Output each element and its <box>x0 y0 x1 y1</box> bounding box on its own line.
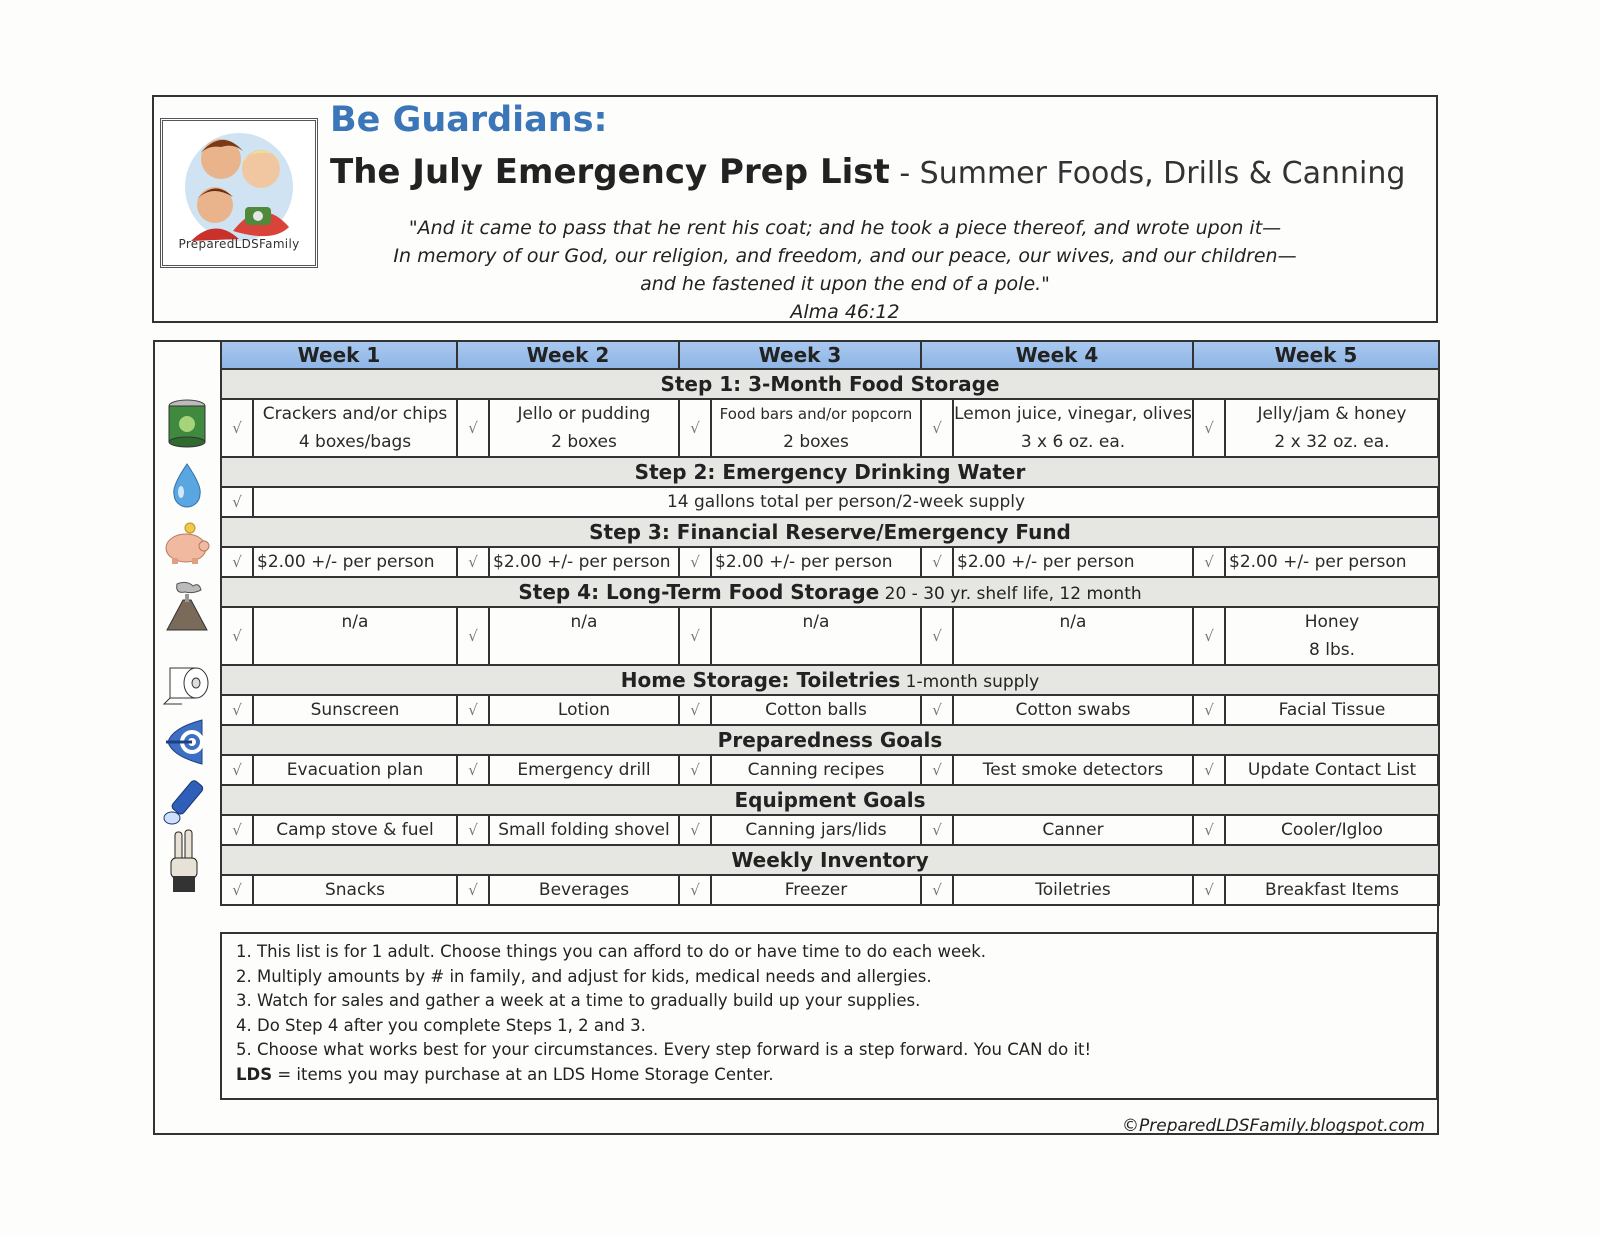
table-row <box>221 755 1439 785</box>
item-cell: Lotion <box>489 695 679 725</box>
quote-line: In memory of our God, our religion, and freedom, and our peace, our wives, and our children— <box>393 245 1297 267</box>
checkbox[interactable]: √ <box>457 875 489 905</box>
notes-box <box>220 932 1438 1100</box>
target-icon <box>162 716 212 768</box>
item-cell <box>253 399 457 457</box>
item-cell: Beverages <box>489 875 679 905</box>
section-header: Step 1: 3-Month Food Storage <box>221 369 1439 399</box>
volcano-icon <box>162 580 212 632</box>
item-cell: Cotton swabs <box>953 695 1193 725</box>
item-name: n/a <box>570 612 598 632</box>
table-row <box>221 607 1439 665</box>
item-name: Crackers and/or chips <box>262 404 448 424</box>
item-cell: Cooler/Igloo <box>1225 815 1439 845</box>
item-cell: Toiletries <box>953 875 1193 905</box>
prep-grid <box>220 340 1438 906</box>
item-cell: Canning jars/lids <box>711 815 921 845</box>
checkbox[interactable]: √ <box>679 695 711 725</box>
item-cell: Small folding shovel <box>489 815 679 845</box>
checkbox[interactable]: √ <box>457 399 489 457</box>
section-header: Weekly Inventory <box>221 845 1439 875</box>
checkbox[interactable]: √ <box>1193 815 1225 845</box>
week-header: Week 5 <box>1193 341 1439 369</box>
checkbox[interactable]: √ <box>679 547 711 577</box>
item-cell: $2.00 +/- per person <box>953 547 1193 577</box>
section-header: Equipment Goals <box>221 785 1439 815</box>
checkbox[interactable]: √ <box>921 875 953 905</box>
checkbox[interactable]: √ <box>921 607 953 665</box>
checkbox[interactable]: √ <box>457 695 489 725</box>
item-cell: Camp stove & fuel <box>253 815 457 845</box>
quote-line: "And it came to pass that he rent his coat; and he took a piece thereof, and wrote upon it— <box>408 217 1282 239</box>
checkbox[interactable]: √ <box>679 755 711 785</box>
section-header: Step 3: Financial Reserve/Emergency Fund <box>221 517 1439 547</box>
item-cell <box>1225 607 1439 665</box>
section-header: Preparedness Goals <box>221 725 1439 755</box>
checkbox[interactable]: √ <box>221 607 253 665</box>
checkbox[interactable]: √ <box>457 815 489 845</box>
item-cell: Cotton balls <box>711 695 921 725</box>
item-cell: Snacks <box>253 875 457 905</box>
checkbox[interactable]: √ <box>921 547 953 577</box>
item-name: Jello or pudding <box>517 404 651 424</box>
checkbox[interactable]: √ <box>457 607 489 665</box>
item-name: Lemon juice, vinegar, olives <box>954 404 1192 424</box>
checkbox[interactable]: √ <box>221 487 253 517</box>
item-cell: Evacuation plan <box>253 755 457 785</box>
lds-label: LDS <box>236 1064 273 1084</box>
item-qty: 4 boxes/bags <box>298 432 412 452</box>
item-cell <box>253 607 457 665</box>
section-header <box>221 577 1439 607</box>
checkbox[interactable]: √ <box>221 547 253 577</box>
note-line: 3. Watch for sales and gather a week at a time to gradually build up your supplies. <box>236 991 921 1010</box>
item-name: n/a <box>802 612 830 632</box>
water-drop-icon <box>162 462 212 508</box>
checkbox[interactable]: √ <box>679 607 711 665</box>
item-cell: Test smoke detectors <box>953 755 1193 785</box>
item-cell <box>953 607 1193 665</box>
checkbox[interactable]: √ <box>221 695 253 725</box>
checkbox[interactable]: √ <box>221 815 253 845</box>
item-cell: Canning recipes <box>711 755 921 785</box>
item-cell: Canner <box>953 815 1193 845</box>
item-cell <box>1225 399 1439 457</box>
checkbox[interactable]: √ <box>1193 547 1225 577</box>
item-cell: $2.00 +/- per person <box>711 547 921 577</box>
checkbox[interactable]: √ <box>679 875 711 905</box>
section-title: Step 4: Long-Term Food Storage <box>518 580 880 604</box>
list-title <box>330 152 1405 192</box>
checkbox[interactable]: √ <box>1193 875 1225 905</box>
checkbox[interactable]: √ <box>221 399 253 457</box>
checkbox[interactable]: √ <box>921 755 953 785</box>
section-note: 1-month supply <box>900 672 1040 692</box>
checkbox[interactable]: √ <box>921 815 953 845</box>
item-name: Honey <box>1304 612 1360 632</box>
logo-label: PreparedLDSFamily <box>178 237 300 251</box>
item-qty: 2 boxes <box>551 432 617 452</box>
item-qty: 8 lbs. <box>1309 640 1355 660</box>
note-line: 2. Multiply amounts by # in family, and adjust for kids, medical needs and allergies. <box>236 966 932 986</box>
scripture-quote <box>330 214 1360 326</box>
item-qty: 2 boxes <box>783 432 849 452</box>
item-cell: $2.00 +/- per person <box>1225 547 1439 577</box>
checkbox[interactable]: √ <box>1193 695 1225 725</box>
checkbox[interactable]: √ <box>679 815 711 845</box>
item-qty: 3 x 6 oz. ea. <box>1020 432 1126 452</box>
week-header: Week 2 <box>457 341 679 369</box>
item-cell <box>711 399 921 457</box>
item-name: Jelly/jam & honey <box>1257 404 1407 424</box>
item-cell <box>489 399 679 457</box>
item-cell <box>711 607 921 665</box>
copyright: ©PreparedLDSFamily.blogspot.com <box>1122 1116 1425 1136</box>
item-qty: 2 x 32 oz. ea. <box>1274 432 1390 452</box>
checkbox[interactable]: √ <box>921 695 953 725</box>
checkbox[interactable]: √ <box>1193 755 1225 785</box>
note-line: 5. Choose what works best for your circumstances. Every step forward is a step forward. You CAN do it! <box>236 1040 1092 1059</box>
item-cell <box>489 607 679 665</box>
checkbox[interactable]: √ <box>921 399 953 457</box>
table-row <box>221 487 1439 517</box>
item-cell: $2.00 +/- per person <box>489 547 679 577</box>
table-row <box>221 547 1439 577</box>
item-cell: Breakfast Items <box>1225 875 1439 905</box>
checkbox[interactable]: √ <box>457 755 489 785</box>
week-header: Week 4 <box>921 341 1193 369</box>
page-title: Be Guardians: <box>330 100 608 140</box>
table-row <box>221 399 1439 457</box>
lds-text: = items you may purchase at an LDS Home Storage Center. <box>272 1064 774 1084</box>
table-row <box>221 815 1439 845</box>
note-line-lds <box>236 1063 1422 1088</box>
flashlight-icon <box>162 776 212 826</box>
toilet-paper-icon <box>162 656 212 706</box>
week-header: Week 3 <box>679 341 921 369</box>
table-row <box>221 695 1439 725</box>
list-title-main: The July Emergency Prep List <box>330 152 890 192</box>
checkbox[interactable]: √ <box>457 547 489 577</box>
quote-reference: Alma 46:12 <box>790 301 900 323</box>
week-header-row <box>221 341 1439 369</box>
item-cell: Facial Tissue <box>1225 695 1439 725</box>
checkbox[interactable]: √ <box>1193 607 1225 665</box>
item-name: Food bars and/or popcorn <box>719 405 913 423</box>
checkbox[interactable]: √ <box>221 875 253 905</box>
checkbox[interactable]: √ <box>679 399 711 457</box>
week-header: Week 1 <box>221 341 457 369</box>
checkbox[interactable]: √ <box>1193 399 1225 457</box>
section-note: 20 - 30 yr. shelf life, 12 month <box>879 584 1142 604</box>
food-can-icon <box>162 398 212 448</box>
peace-hand-icon <box>162 828 212 894</box>
logo <box>160 118 318 268</box>
item-cell: Emergency drill <box>489 755 679 785</box>
list-subtitle: - Summer Foods, Drills & Canning <box>889 156 1406 191</box>
note-line: 1. This list is for 1 adult. Choose things you can afford to do or have time to do each week. <box>236 942 987 961</box>
note-line: 4. Do Step 4 after you complete Steps 1, 2 and 3. <box>236 1015 646 1035</box>
section-header: Step 2: Emergency Drinking Water <box>221 457 1439 487</box>
item-cell <box>953 399 1193 457</box>
checkbox[interactable]: √ <box>221 755 253 785</box>
item-cell: $2.00 +/- per person <box>253 547 457 577</box>
section-header <box>221 665 1439 695</box>
item-cell: 14 gallons total per person/2-week supply <box>253 487 1439 517</box>
item-name: n/a <box>341 612 369 632</box>
table-row <box>221 875 1439 905</box>
section-title: Home Storage: Toiletries <box>620 668 901 692</box>
piggy-bank-icon <box>162 522 212 566</box>
item-cell: Update Contact List <box>1225 755 1439 785</box>
quote-line: and he fastened it upon the end of a pole." <box>640 273 1050 295</box>
item-name: n/a <box>1059 612 1087 632</box>
item-cell: Freezer <box>711 875 921 905</box>
item-cell: Sunscreen <box>253 695 457 725</box>
